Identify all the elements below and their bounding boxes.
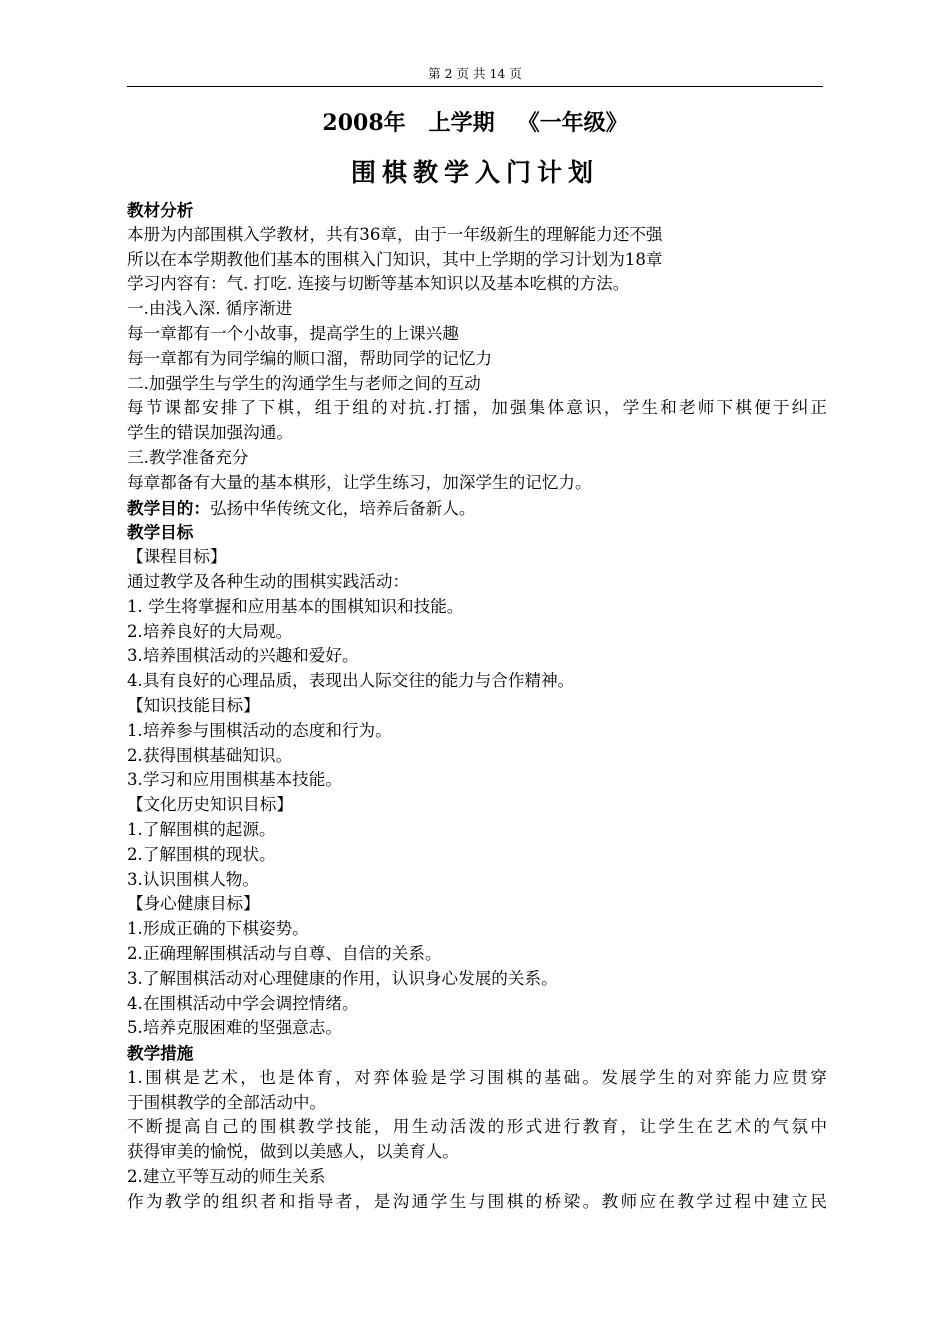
section-heading [127,1041,827,1066]
line-text: 获得审美的愉悦，做到以美感人，以美育人。 [127,1142,459,1162]
line-text: 5.培养克服困难的坚强意志。 [127,1018,342,1038]
line-text: 2.正确理解围棋活动与自尊、自信的关系。 [127,943,442,963]
section-heading [127,520,827,545]
document-title: 围棋教学入门计划 [350,158,599,187]
line-text: 1.了解围棋的起源。 [127,819,276,839]
line-text: 4.具有良好的心理品质，表现出人际交往的能力与合作精神。 [127,671,575,691]
line-text: 1.围棋是艺术，也是体育，对弈体验是学习围棋的基础。发展学生的对弈能力应贯穿 [127,1067,827,1087]
text-line [127,843,827,868]
text-line [127,1066,827,1091]
line-text: 每节课都安排了下棋，组于组的对抗.打擂，加强集体意识，学生和老师下棋便于纠正 [127,398,827,418]
page-header: 第 2 页 共 14 页 [428,66,522,81]
text-line [127,719,827,744]
line-text: 每章都备有大量的基本棋形，让学生练习，加深学生的记忆力。 [127,472,592,492]
text-line [127,1165,827,1190]
text-line [127,694,827,719]
text-line [127,297,827,322]
line-text: 【知识技能目标】 [127,695,260,715]
line-text: 【文化历史知识目标】 [127,795,293,815]
line-text: 2.了解围棋的现状。 [127,844,276,864]
line-text: 所以在本学期教他们基本的围棋入门知识，其中上学期的学习计划为18章 [127,249,663,269]
text-line [127,793,827,818]
bold-label: 教材分析 [127,200,194,220]
text-line [127,892,827,917]
text-line [127,248,827,273]
line-text: 2.培养良好的大局观。 [127,621,293,641]
line-text: 每一章都有为同学编的顺口溜，帮助同学的记忆力 [127,348,493,368]
bold-label: 教学目的： [127,497,210,518]
line-text: 1.培养参与围棋活动的态度和行为。 [127,720,392,740]
text-line [127,347,827,372]
text-line [127,620,827,645]
line-text: 作为教学的组织者和指导者，是沟通学生与围棋的桥梁。教师应在教学过程中建立民 [127,1191,827,1211]
text-line [127,1016,827,1041]
text-line [127,669,827,694]
line-text: 本册为内部围棋入学教材，共有36章，由于一年级新生的理解能力还不强 [127,224,663,244]
line-text: 4.在围棋活动中学会调控情绪。 [127,993,359,1013]
text-line [127,421,827,446]
text-line [127,446,827,471]
text-line [127,644,827,669]
line-text: 三.教学准备充分 [127,447,249,467]
text-line [127,545,827,570]
line-text: 3.认识围棋人物。 [127,869,259,889]
bold-label: 教学目标 [127,522,194,543]
line-text: 3.了解围棋活动对心理健康的作用，认识身心发展的关系。 [127,968,558,988]
bold-label: 教学措施 [127,1043,194,1064]
line-text: 通过教学及各种生动的围棋实践活动： [127,571,410,591]
document-title-year: 2008年 上学期 《一年级》 [322,110,628,136]
text-line [127,744,827,769]
text-line [127,396,827,421]
line-text: 3.培养围棋活动的兴趣和爱好。 [127,646,359,666]
line-text: 于围棋教学的全部活动中。 [127,1092,327,1112]
text-line [127,595,827,620]
text-line [127,322,827,347]
text-line [127,917,827,942]
text-line [127,272,827,297]
text-line [127,372,827,397]
text-line [127,1091,827,1116]
text-line [127,992,827,1017]
text-line [127,570,827,595]
line-text: 弘扬中华传统文化，培养后备新人。 [209,498,476,518]
text-line [127,1190,827,1215]
text-line [127,1115,827,1140]
line-text: 1. 学生将掌握和应用基本的围棋知识和技能。 [127,596,464,616]
line-text: 2.建立平等互动的师生关系 [127,1167,326,1187]
line-text: 2.获得围棋基础知识。 [127,745,293,765]
line-text: 【课程目标】 [127,547,227,567]
line-text: 一.由浅入深. 循序渐进 [127,299,293,319]
line-text: 学习内容有：气. 打吃. 连接与切断等基本知识以及基本吃棋的方法。 [127,274,630,294]
line-text: 【身心健康目标】 [127,894,260,914]
line-text: 学生的错误加强沟通。 [127,423,293,443]
section-heading [127,198,827,223]
line-text: 1.形成正确的下棋姿势。 [127,919,309,939]
line-text: 每一章都有一个小故事，提高学生的上课兴趣 [127,323,459,343]
text-line [127,818,827,843]
text-line [127,942,827,967]
text-line [127,967,827,992]
line-text: 不断提高自己的围棋教学技能，用生动活泼的形式进行教育，让学生在艺术的气氛中 [127,1117,827,1137]
header-rule [127,86,823,87]
line-text: 二.加强学生与学生的沟通学生与老师之间的互动 [127,373,481,393]
line-text: 3.学习和应用围棋基本技能。 [127,770,342,790]
text-line [127,496,827,521]
text-line [127,471,827,496]
text-line [127,1140,827,1165]
document-body [127,198,827,1215]
text-line [127,223,827,248]
text-line [127,768,827,793]
text-line [127,868,827,893]
